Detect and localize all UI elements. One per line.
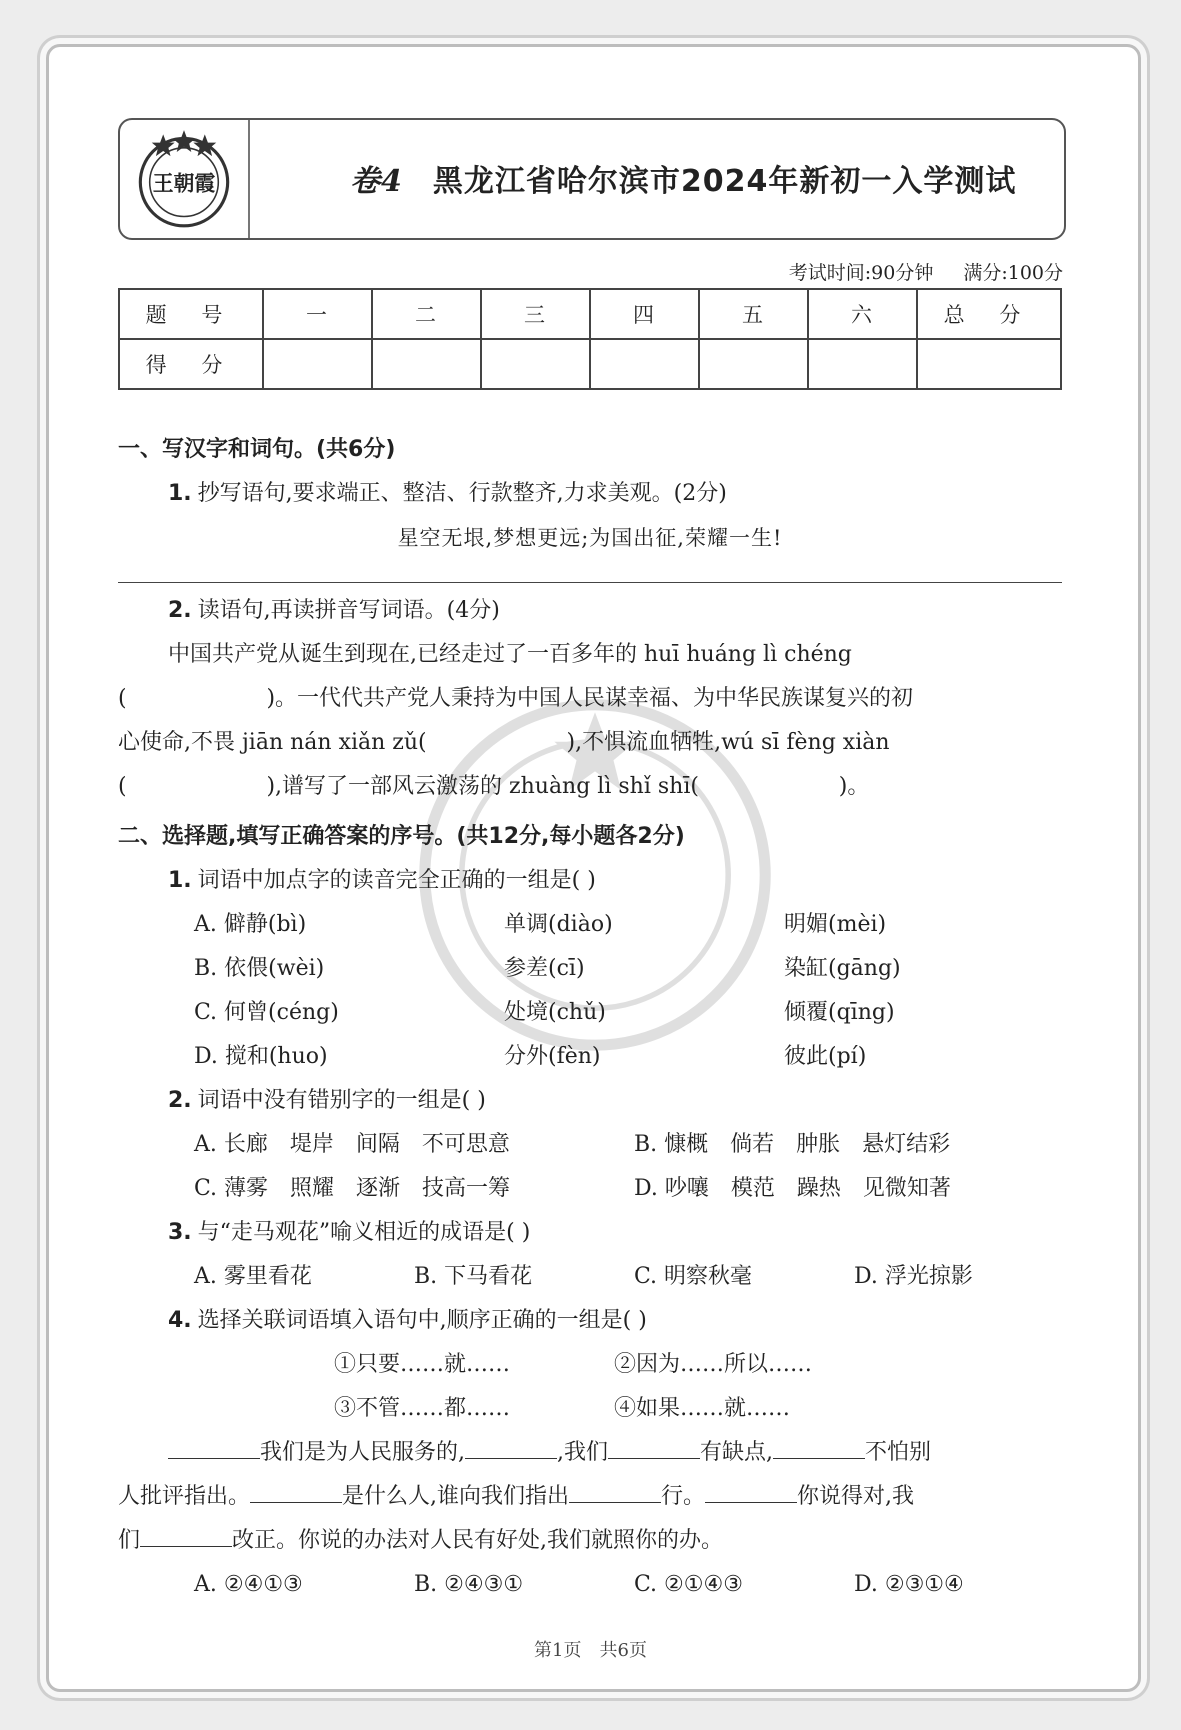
score-cell: 四 — [590, 289, 699, 339]
score-table — [118, 288, 1062, 390]
pinyin-passage-line: 中国共产党从诞生到现在,已经走过了一百多年的 huī huáng lì chéng — [168, 642, 852, 667]
score-cell: 六 — [808, 289, 917, 339]
passage-text: 行。 — [661, 1484, 706, 1509]
option: 倾覆(qīng) — [784, 1000, 895, 1025]
option[interactable]: C. ②①④③ — [634, 1572, 743, 1597]
page-number: 第1页 — [534, 1640, 582, 1661]
score-cell: 五 — [699, 289, 808, 339]
passage-text: 我们是为人民服务的, — [260, 1440, 465, 1465]
fill-passage — [118, 1431, 1062, 1475]
score-cell: 二 — [372, 289, 481, 339]
score-input-cell[interactable] — [808, 339, 917, 389]
passage-text: 你说得对,我 — [797, 1484, 915, 1509]
option: 单调(diào) — [504, 912, 613, 937]
passage-text: 改正。你说的办法对人民有好处,我们就照你的办。 — [232, 1528, 724, 1553]
answer-blank[interactable] — [168, 1432, 260, 1459]
option-grid — [118, 1563, 1062, 1607]
score-cell: 一 — [263, 289, 372, 339]
score-row-label: 得 分 — [119, 339, 263, 389]
question-text: 读语句,再读拼音写词语。(4分) — [197, 598, 500, 623]
question-number: 4. — [168, 1308, 192, 1333]
option: 分外(fèn) — [504, 1044, 601, 1069]
conjunction-choices — [118, 1343, 1062, 1431]
exam-info — [789, 258, 1063, 285]
question — [118, 589, 1062, 633]
score-cell: 三 — [481, 289, 590, 339]
passage-text: 人批评指出。 — [118, 1484, 251, 1509]
passage-text: 有缺点, — [700, 1440, 773, 1465]
writing-line[interactable] — [118, 582, 1062, 583]
option: 彼此(pí) — [784, 1044, 867, 1069]
score-header-row — [119, 289, 1061, 339]
score-cell: 题 号 — [119, 289, 263, 339]
answer-blank[interactable] — [705, 1476, 797, 1503]
answer-blank[interactable] — [250, 1476, 342, 1503]
question-text: 与“走马观花”喻义相近的成语是( ) — [197, 1220, 531, 1245]
section-title: 一、写汉字和词句。(共6分) — [118, 437, 396, 462]
answer-blank[interactable] — [608, 1432, 700, 1459]
pinyin-passage-line: ( )。一代代共产党人秉持为中国人民谋幸福、为中华民族谋复兴的初 — [118, 686, 914, 711]
answer-blank[interactable] — [140, 1520, 232, 1547]
option: 处境(chǔ) — [504, 1000, 606, 1025]
question — [118, 1211, 1062, 1255]
question-number: 2. — [168, 1088, 192, 1113]
question-number: 1. — [168, 868, 192, 893]
option[interactable]: B. 依偎(wèi) — [194, 956, 325, 981]
fill-passage — [118, 1475, 1062, 1519]
score-cell: 总 分 — [917, 289, 1061, 339]
option[interactable]: A. ②④①③ — [194, 1572, 303, 1597]
passage-text: ,我们 — [557, 1440, 608, 1465]
logo-divider — [248, 120, 250, 238]
score-input-cell[interactable] — [917, 339, 1061, 389]
section-title: 二、选择题,填写正确答案的序号。(共12分,每小题各2分) — [118, 824, 685, 849]
publisher-logo — [132, 126, 236, 230]
question-text: 抄写语句,要求端正、整洁、行款整齐,力求美观。(2分) — [197, 481, 727, 506]
conjunction-choice: ①只要……就…… — [334, 1352, 511, 1377]
passage-text: 们 — [118, 1528, 141, 1553]
svg-text:王朝霞: 王朝霞 — [152, 170, 216, 196]
option[interactable]: B. ②④③① — [414, 1572, 524, 1597]
option-grid — [118, 1255, 1062, 1299]
option[interactable]: A. 长廊 堤岸 间隔 不可思意 — [194, 1132, 510, 1157]
answer-blank[interactable] — [465, 1432, 557, 1459]
option: 参差(cī) — [504, 956, 585, 981]
score-input-cell[interactable] — [590, 339, 699, 389]
score-input-cell[interactable] — [699, 339, 808, 389]
question-number: 2. — [168, 598, 192, 623]
option[interactable]: C. 薄雾 照耀 逐渐 技高一筹 — [194, 1176, 511, 1201]
option-grid — [118, 903, 1062, 1079]
passage-text: 不怕别 — [865, 1440, 932, 1465]
option[interactable]: D. ②③①④ — [854, 1572, 964, 1597]
pinyin-passage-line: 心使命,不畏 jiān nán xiǎn zǔ( ),不惧流血牺牲,wú sī fèng xiàn — [118, 730, 890, 755]
question-text: 词语中加点字的读音完全正确的一组是( ) — [197, 868, 596, 893]
copy-sample-text: 星空无垠,梦想更远;为国出征,荣耀一生! — [397, 526, 783, 550]
fill-passage — [118, 1519, 1062, 1563]
full-score: 满分:100分 — [963, 262, 1063, 284]
option[interactable]: D. 搅和(huo) — [194, 1044, 328, 1069]
question — [118, 859, 1062, 903]
question — [118, 1079, 1062, 1123]
question-text: 选择关联词语填入语句中,顺序正确的一组是( ) — [197, 1308, 647, 1333]
question-text: 词语中没有错别字的一组是( ) — [197, 1088, 486, 1113]
question-number: 1. — [168, 481, 192, 506]
pinyin-passage-line: ( ),谱写了一部风云激荡的 zhuàng lì shǐ shī( )。 — [118, 774, 870, 799]
score-input-cell[interactable] — [481, 339, 590, 389]
option[interactable]: D. 吵嚷 模范 躁热 见微知著 — [634, 1176, 951, 1201]
answer-blank[interactable] — [569, 1476, 661, 1503]
score-input-cell[interactable] — [263, 339, 372, 389]
conjunction-choice: ③不管……都…… — [334, 1396, 511, 1421]
exam-title: 黑龙江省哈尔滨市2024年新初一入学测试 — [432, 164, 1017, 199]
option[interactable]: C. 何曾(céng) — [194, 1000, 339, 1025]
option[interactable]: B. 下马看花 — [414, 1264, 533, 1289]
page-total: 共6页 — [599, 1640, 647, 1661]
question — [118, 1299, 1062, 1343]
conjunction-choice: ②因为……所以…… — [614, 1352, 813, 1377]
question-number: 3. — [168, 1220, 192, 1245]
conjunction-choice: ④如果……就…… — [614, 1396, 791, 1421]
option: 染缸(gāng) — [784, 956, 901, 981]
option: 明媚(mèi) — [784, 912, 887, 937]
volume-label: 卷4 — [350, 164, 403, 199]
header-box — [118, 118, 1066, 240]
passage-text: 是什么人,谁向我们指出 — [342, 1484, 570, 1509]
option-grid — [118, 1123, 1062, 1211]
option[interactable]: D. 浮光掠影 — [854, 1264, 973, 1289]
answer-blank[interactable] — [773, 1432, 865, 1459]
option[interactable]: C. 明察秋毫 — [634, 1264, 753, 1289]
score-value-row — [119, 339, 1061, 389]
question — [118, 472, 1062, 516]
exam-content — [118, 428, 1062, 1607]
score-input-cell[interactable] — [372, 339, 481, 389]
page-title — [350, 156, 1016, 200]
exam-time: 考试时间:90分钟 — [788, 262, 934, 284]
page-footer — [0, 1636, 1181, 1662]
option[interactable]: B. 慷概 倘若 肿胀 悬灯结彩 — [634, 1132, 951, 1157]
option[interactable]: A. 雾里看花 — [194, 1264, 312, 1289]
option[interactable]: A. 僻静(bì) — [194, 912, 307, 937]
